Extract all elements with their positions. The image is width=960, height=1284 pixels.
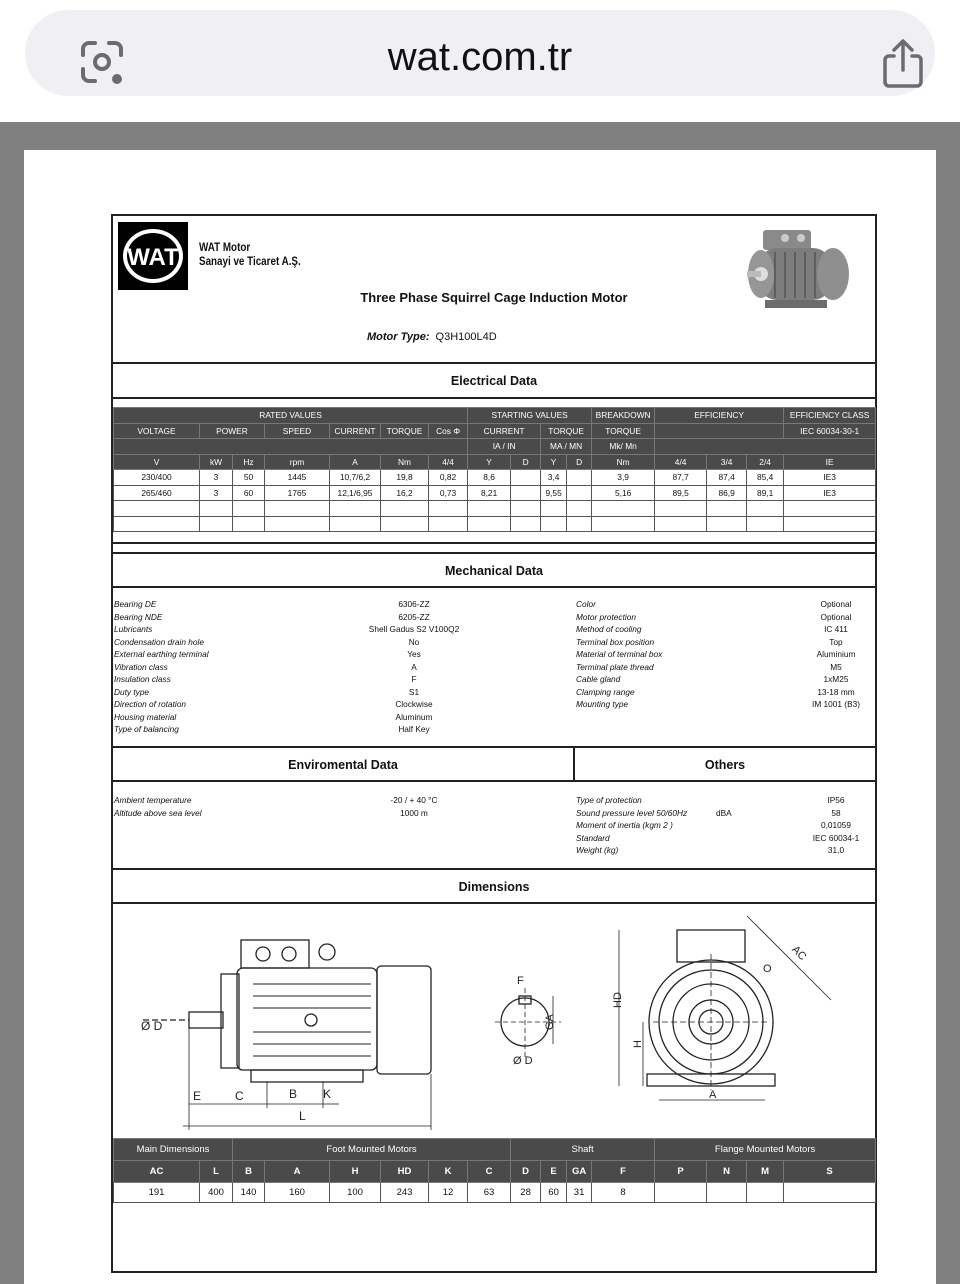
- spec-label: Altitude above sea level: [114, 807, 202, 818]
- dim-value: [655, 1183, 707, 1203]
- company-line1: WAT Motor: [199, 240, 251, 254]
- spec-label: Mounting type: [576, 699, 629, 709]
- label-d2: Ø D: [513, 1055, 533, 1067]
- dim-value: 60: [541, 1183, 567, 1203]
- spec-row: [576, 661, 875, 674]
- company-line2: Sanayi ve Ticaret A.Ş.: [199, 254, 301, 268]
- spec-value: IM 1001 (B3): [812, 699, 860, 709]
- breakdown-torque-header: TORQUE: [592, 423, 655, 439]
- unit-cell: kW: [200, 454, 233, 470]
- empty-cell: [707, 501, 747, 517]
- others-title: Others: [704, 758, 746, 772]
- header-row-1: [114, 408, 876, 424]
- dim-group-row: [114, 1139, 876, 1161]
- spec-value: Aluminium: [816, 649, 856, 659]
- dim-col-ga: GA: [567, 1161, 592, 1183]
- dim-col-d: D: [511, 1161, 541, 1183]
- table-cell: 60: [233, 485, 265, 501]
- label-hd: HD: [612, 992, 624, 1008]
- empty-cell: [567, 516, 592, 532]
- empty-cell: [114, 516, 200, 532]
- mechanical-header: [113, 552, 875, 586]
- torque-header: TORQUE: [381, 423, 429, 439]
- table-cell: [511, 485, 541, 501]
- empty-cell: [200, 516, 233, 532]
- dim-col-h: H: [330, 1161, 381, 1183]
- dimension-drawing: [113, 904, 875, 1138]
- empty-cell: [114, 501, 200, 517]
- unit-cell: Hz: [233, 454, 265, 470]
- table-row: [114, 485, 876, 501]
- mechanical-title: Mechanical Data: [445, 564, 543, 578]
- label-ga: GA: [544, 1014, 556, 1030]
- env-others-header: [113, 746, 875, 780]
- label-f: F: [517, 975, 524, 987]
- unit-cell: Nm: [592, 454, 655, 470]
- spec-value: No: [408, 636, 420, 647]
- spec-label: Sound pressure level 50/60Hz: [576, 807, 688, 818]
- table-cell: 3: [200, 485, 233, 501]
- spec-value: Shell Gadus S2 V100Q2: [368, 624, 460, 634]
- empty-cell: [655, 501, 707, 517]
- label-d: Ø D: [141, 1019, 163, 1033]
- electrical-table: [113, 407, 876, 532]
- spec-label: Bearing DE: [114, 599, 157, 609]
- spec-row: [114, 661, 574, 674]
- table-cell: 16,2: [381, 485, 429, 501]
- spec-value: IEC 60034-1: [812, 832, 860, 843]
- label-e: E: [193, 1089, 202, 1103]
- empty-cell: [567, 501, 592, 517]
- unit-cell: Y: [541, 454, 567, 470]
- dim-value: 8: [592, 1183, 655, 1203]
- power-header: POWER: [200, 423, 265, 439]
- table-cell: 0,73: [429, 485, 468, 501]
- spec-label: Terminal plate thread: [576, 661, 654, 672]
- spec-row: [576, 844, 875, 857]
- unit-cell: V: [114, 454, 200, 470]
- wat-logo: [118, 222, 188, 290]
- table-cell: 10,7/6,2: [330, 470, 381, 486]
- dim-value: 28: [511, 1183, 541, 1203]
- cos-phi-header: Cos Φ: [429, 423, 468, 439]
- label-o: O: [763, 963, 772, 975]
- label-k: K: [323, 1087, 332, 1101]
- spec-value: 6205-ZZ: [398, 611, 430, 622]
- spec-label: Color: [576, 599, 596, 609]
- table-cell: 87,7: [655, 470, 707, 486]
- efficiency-standard: IEC 60034-30-1: [784, 423, 876, 439]
- empty-cell: [511, 501, 541, 517]
- divider: [113, 397, 875, 407]
- blank: [655, 439, 876, 455]
- spec-value: Aluminum: [395, 711, 433, 722]
- efficiency-header: EFFICIENCY: [655, 408, 784, 424]
- unit-cell: Y: [468, 454, 511, 470]
- empty-cell: [592, 501, 655, 517]
- table-cell: 19,8: [381, 470, 429, 486]
- spec-value: 13-18 mm: [817, 686, 855, 697]
- dim-value: 160: [265, 1183, 330, 1203]
- label-a: A: [709, 1089, 717, 1101]
- speed-header: SPEED: [265, 423, 330, 439]
- spec-value: 1xM25: [823, 674, 849, 684]
- spec-label: Clamping range: [576, 686, 635, 697]
- main-dimensions-header: Main Dimensions: [114, 1139, 233, 1161]
- empty-cell: [330, 516, 381, 532]
- table-cell: 12,1/6,95: [330, 485, 381, 501]
- dim-value: [747, 1183, 784, 1203]
- efficiency-blank: [655, 423, 784, 439]
- table-cell: 9,55: [541, 485, 567, 501]
- empty-cell: [429, 501, 468, 517]
- dba-unit: dBA: [716, 808, 732, 818]
- empty-cell: [233, 516, 265, 532]
- table-cell: 8,6: [468, 470, 511, 486]
- spec-row: [576, 636, 875, 649]
- dim-value: 243: [381, 1183, 429, 1203]
- share-icon[interactable]: [881, 38, 925, 90]
- empty-cell: [747, 501, 784, 517]
- spec-label: Standard: [576, 832, 610, 843]
- empty-cell: [381, 501, 429, 517]
- table-cell: 8,21: [468, 485, 511, 501]
- spec-label: Terminal box position: [576, 636, 655, 647]
- dim-value: 12: [429, 1183, 468, 1203]
- address-bar[interactable]: [25, 10, 935, 96]
- dim-columns-row: [114, 1161, 876, 1183]
- spec-row: [576, 698, 875, 711]
- dimension-drawings: [113, 902, 875, 1138]
- unit-cell: Nm: [381, 454, 429, 470]
- empty-cell: [784, 516, 876, 532]
- table-cell: 87,4: [707, 470, 747, 486]
- unit-cell: 2/4: [747, 454, 784, 470]
- unit-cell: IE: [784, 454, 876, 470]
- table-cell: [567, 470, 592, 486]
- spec-label: Cable gland: [576, 674, 621, 684]
- side-view-drawing: [143, 940, 431, 1130]
- spec-label: Duty type: [114, 686, 150, 697]
- dimensions-title: Dimensions: [458, 880, 530, 894]
- spec-row: [576, 686, 875, 699]
- spec-row: [114, 794, 574, 807]
- unit-cell: D: [567, 454, 592, 470]
- label-ac: AC: [789, 943, 809, 963]
- dim-col-b: B: [233, 1161, 265, 1183]
- ma-mn-header: MA / MN: [541, 439, 592, 455]
- spec-value: Clockwise: [395, 699, 433, 709]
- unit-cell: 4/4: [655, 454, 707, 470]
- spec-row: [576, 832, 875, 845]
- header-row-3: [114, 439, 876, 455]
- spec-row: [114, 648, 574, 661]
- starting-values-header: STARTING VALUES: [468, 408, 592, 424]
- empty-cell: [265, 516, 330, 532]
- spec-label: Direction of rotation: [114, 699, 186, 709]
- table-cell: 0,82: [429, 470, 468, 486]
- spec-label: Ambient temperature: [114, 795, 192, 805]
- label-l: L: [299, 1109, 306, 1123]
- spec-label: Housing material: [114, 711, 177, 722]
- table-cell: 3: [200, 470, 233, 486]
- spec-label: External earthing terminal: [114, 649, 209, 659]
- env-others-body: [113, 780, 875, 868]
- spec-row: [114, 611, 574, 624]
- empty-cell: [707, 516, 747, 532]
- electrical-rows: [114, 470, 876, 532]
- spec-value: Optional: [820, 611, 852, 622]
- empty-cell: [381, 516, 429, 532]
- table-cell: 1445: [265, 470, 330, 486]
- document-title: Three Phase Squirrel Cage Induction Motor: [360, 290, 628, 305]
- dim-value: 140: [233, 1183, 265, 1203]
- spec-value: M5: [830, 661, 842, 672]
- url-text[interactable]: wat.com.tr: [387, 35, 573, 79]
- mechanical-right: [576, 598, 875, 711]
- unit-cell: 4/4: [429, 454, 468, 470]
- table-cell: 230/400: [114, 470, 200, 486]
- environmental-title: Enviromental Data: [288, 758, 398, 772]
- spec-value: 1000 m: [400, 807, 428, 818]
- spec-row: [114, 636, 574, 649]
- table-cell: [511, 470, 541, 486]
- spec-label: Vibration class: [114, 661, 168, 672]
- dim-value: 100: [330, 1183, 381, 1203]
- efficiency-class-header: EFFICIENCY CLASS: [784, 408, 876, 424]
- front-view-drawing: [619, 916, 831, 1100]
- logo-text: WAT: [127, 244, 179, 271]
- dim-value: 191: [114, 1183, 200, 1203]
- spec-value: 0,01059: [821, 820, 851, 830]
- dim-value: 63: [468, 1183, 511, 1203]
- spec-label: Lubricants: [114, 624, 153, 634]
- table-cell: 5,16: [592, 485, 655, 501]
- others-list: [576, 794, 875, 857]
- environmental-list: [114, 794, 574, 819]
- divider: [113, 542, 875, 552]
- empty-cell: [468, 516, 511, 532]
- mechanical-body: [113, 586, 875, 746]
- spec-value: A: [411, 661, 417, 672]
- table-cell: [567, 485, 592, 501]
- spec-row: [576, 598, 875, 611]
- spec-value: Yes: [407, 649, 421, 659]
- spec-label: Insulation class: [114, 674, 171, 684]
- empty-cell: [233, 501, 265, 517]
- motor-type-value: Q3H100L4D: [435, 331, 497, 343]
- spec-label: Bearing NDE: [114, 611, 163, 622]
- spec-row: [576, 794, 875, 807]
- dimensions-header: [113, 868, 875, 902]
- electrical-header: [113, 362, 875, 397]
- empty-cell: [655, 516, 707, 532]
- spec-value: IC 411: [824, 624, 848, 634]
- starting-current-header: CURRENT: [468, 423, 541, 439]
- dim-col-ac: AC: [114, 1161, 200, 1183]
- empty-cell: [592, 516, 655, 532]
- dim-col-f: F: [592, 1161, 655, 1183]
- table-cell: 86,9: [707, 485, 747, 501]
- dim-col-e: E: [541, 1161, 567, 1183]
- empty-cell: [429, 516, 468, 532]
- units-row: [114, 454, 876, 470]
- spec-label: Material of terminal box: [576, 649, 663, 659]
- spec-value: 6306-ZZ: [398, 599, 430, 609]
- spec-row: [576, 648, 875, 661]
- spec-value: F: [411, 674, 417, 684]
- empty-cell: [511, 516, 541, 532]
- empty-row: [114, 516, 876, 532]
- spec-value: IP56: [827, 795, 845, 805]
- table-cell: 89,1: [747, 485, 784, 501]
- flange-mounted-header: Flange Mounted Motors: [655, 1139, 876, 1161]
- shaft-header: Shaft: [511, 1139, 655, 1161]
- unit-cell: A: [330, 454, 381, 470]
- spec-row: [114, 623, 574, 636]
- spec-row: [576, 819, 875, 832]
- table-cell: 3,4: [541, 470, 567, 486]
- dim-col-k: K: [429, 1161, 468, 1183]
- mk-mn-header: Mk/ Mn: [592, 439, 655, 455]
- empty-cell: [468, 501, 511, 517]
- voltage-header: VOLTAGE: [114, 423, 200, 439]
- empty-cell: [265, 501, 330, 517]
- spec-label: Condensation drain hole: [114, 636, 204, 647]
- spec-row: [114, 711, 574, 724]
- label-h: H: [632, 1040, 644, 1048]
- spec-value: Half Key: [398, 724, 430, 734]
- blank: [114, 439, 468, 455]
- spec-row: [576, 611, 875, 624]
- dim-col-m: M: [747, 1161, 784, 1183]
- motor-type: [367, 331, 497, 343]
- dim-value: [784, 1183, 876, 1203]
- ia-in-header: IA / IN: [468, 439, 541, 455]
- dim-col-hd: HD: [381, 1161, 429, 1183]
- dim-col-c: C: [468, 1161, 511, 1183]
- spec-value: S1: [408, 686, 420, 697]
- label-c: C: [235, 1089, 244, 1103]
- header-row-2: [114, 423, 876, 439]
- breakdown-header: BREAKDOWN: [592, 408, 655, 424]
- table-cell: IE3: [784, 470, 876, 486]
- electrical-title: Electrical Data: [450, 374, 538, 388]
- spec-label: Type of protection: [576, 795, 642, 805]
- spec-label: Moment of inertia (kgm 2 ): [576, 820, 673, 830]
- dim-value: [707, 1183, 747, 1203]
- mechanical-left: [114, 598, 574, 736]
- spec-row: [576, 673, 875, 686]
- spec-row: [114, 698, 574, 711]
- spec-label: Motor protection: [576, 611, 636, 622]
- dim-col-p: P: [655, 1161, 707, 1183]
- spec-row: [114, 723, 574, 736]
- dimensions-table: [113, 1138, 876, 1203]
- empty-row: [114, 501, 876, 517]
- spec-row: [576, 623, 875, 636]
- spec-row: [114, 807, 574, 820]
- spec-row: [114, 598, 574, 611]
- spec-value: Top: [829, 636, 843, 647]
- browser-top-bar: [0, 0, 960, 122]
- spec-value: -20 / + 40 °C: [390, 795, 438, 805]
- table-row: [114, 470, 876, 486]
- unit-cell: 3/4: [707, 454, 747, 470]
- rated-values-header: RATED VALUES: [114, 408, 468, 424]
- spec-label: Method of cooling: [576, 624, 642, 634]
- table-cell: 85,4: [747, 470, 784, 486]
- spec-value: 58: [831, 807, 841, 818]
- spec-row: [114, 673, 574, 686]
- empty-cell: [541, 501, 567, 517]
- table-cell: 265/460: [114, 485, 200, 501]
- dim-col-s: S: [784, 1161, 876, 1183]
- unit-cell: rpm: [265, 454, 330, 470]
- dim-value: 400: [200, 1183, 233, 1203]
- table-cell: 89,5: [655, 485, 707, 501]
- label-b: B: [289, 1087, 298, 1101]
- spec-row: [114, 686, 574, 699]
- dim-value: 31: [567, 1183, 592, 1203]
- spec-value: 31,0: [827, 845, 845, 855]
- starting-torque-header: TORQUE: [541, 423, 592, 439]
- spec-label: Weight (kg): [576, 845, 619, 855]
- spec-value: Optional: [820, 599, 852, 609]
- dim-values-row: [114, 1183, 876, 1203]
- company-name: [199, 240, 301, 268]
- datasheet: [111, 214, 877, 1273]
- dim-col-l: L: [200, 1161, 233, 1183]
- empty-cell: [330, 501, 381, 517]
- table-cell: 1765: [265, 485, 330, 501]
- dim-col-a: A: [265, 1161, 330, 1183]
- table-cell: 3,9: [592, 470, 655, 486]
- empty-cell: [200, 501, 233, 517]
- spec-label: Type of balancing: [114, 724, 179, 734]
- empty-cell: [784, 501, 876, 517]
- empty-cell: [541, 516, 567, 532]
- foot-mounted-header: Foot Mounted Motors: [233, 1139, 511, 1161]
- dim-col-n: N: [707, 1161, 747, 1183]
- empty-cell: [747, 516, 784, 532]
- table-cell: 50: [233, 470, 265, 486]
- unit-cell: D: [511, 454, 541, 470]
- current-header: CURRENT: [330, 423, 381, 439]
- table-cell: IE3: [784, 485, 876, 501]
- motor-type-label: Motor Type:: [367, 331, 430, 343]
